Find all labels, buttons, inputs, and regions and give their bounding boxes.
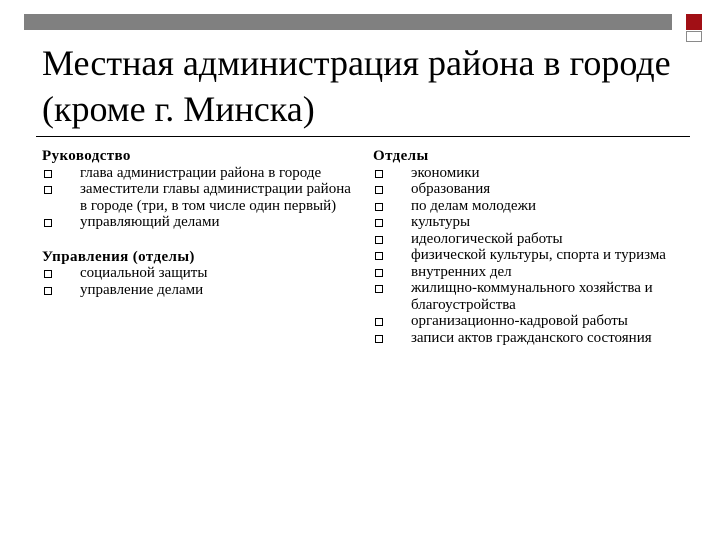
- list-item: [42, 265, 360, 282]
- square-bullet-icon: [375, 285, 383, 293]
- list-item: [373, 247, 673, 264]
- square-bullet-icon: [375, 186, 383, 194]
- list-item-text: внутренних дел: [411, 263, 512, 280]
- list-item-text: образования: [411, 181, 491, 197]
- right-column: [373, 148, 673, 346]
- list-item-text: записи актов гражданского состояния: [411, 329, 652, 346]
- list-item-text: социальной защиты: [80, 265, 208, 281]
- corner-red-square: [686, 14, 702, 30]
- list-item-text: экономики: [411, 164, 480, 181]
- square-bullet-icon: [375, 170, 383, 178]
- square-bullet-icon: [375, 252, 383, 260]
- list-item: [373, 165, 673, 182]
- leadership-list: [42, 165, 360, 231]
- square-bullet-icon: [44, 219, 52, 227]
- square-bullet-icon: [44, 270, 52, 278]
- departments-left-list: [42, 265, 360, 298]
- list-item: [373, 280, 673, 313]
- square-bullet-icon: [375, 335, 383, 343]
- square-bullet-icon: [375, 219, 383, 227]
- list-item: [373, 181, 673, 198]
- left-column: [42, 148, 360, 298]
- square-bullet-icon: [44, 287, 52, 295]
- list-item-text: по делам молодежи: [411, 197, 536, 214]
- list-item: [373, 264, 673, 281]
- square-bullet-icon: [375, 269, 383, 277]
- section-heading-leadership: Руководство: [42, 148, 131, 164]
- slide-title: Местная администрация района в городе (кроме г. Минска): [42, 43, 671, 129]
- list-item-text: физической культуры, спорта и туризма: [411, 247, 666, 263]
- square-bullet-icon: [44, 186, 52, 194]
- list-item: [42, 181, 360, 214]
- corner-outline-square: [686, 31, 702, 42]
- list-item-text: организационно-кадровой работы: [411, 313, 628, 329]
- top-bar-decoration: [24, 14, 672, 30]
- list-item: [373, 198, 673, 215]
- list-item: [373, 214, 673, 231]
- list-item-text: глава администрации района в городе: [80, 164, 322, 181]
- list-item-text: жилищно-коммунального хозяйства и благоустройства: [411, 280, 653, 313]
- section-heading-divisions: Отделы: [373, 148, 429, 164]
- list-item-text: культуры: [411, 214, 471, 230]
- list-item-text: идеологической работы: [411, 230, 563, 247]
- square-bullet-icon: [375, 236, 383, 244]
- list-item: [373, 330, 673, 347]
- list-item-text: управляющий делами: [80, 214, 220, 230]
- title-divider: [36, 136, 690, 137]
- list-item: [373, 313, 673, 330]
- square-bullet-icon: [375, 203, 383, 211]
- list-item: [42, 282, 360, 299]
- square-bullet-icon: [44, 170, 52, 178]
- list-item: [42, 214, 360, 231]
- list-item: [42, 165, 360, 182]
- section-spacer: [42, 231, 360, 249]
- list-item: [373, 231, 673, 248]
- section-heading-departments-left: Управления (отделы): [42, 248, 195, 265]
- divisions-list: [373, 165, 673, 347]
- list-item-text: заместители главы администрации района в городе (три, в том числе один первый): [80, 181, 351, 214]
- square-bullet-icon: [375, 318, 383, 326]
- list-item-text: управление делами: [80, 281, 204, 298]
